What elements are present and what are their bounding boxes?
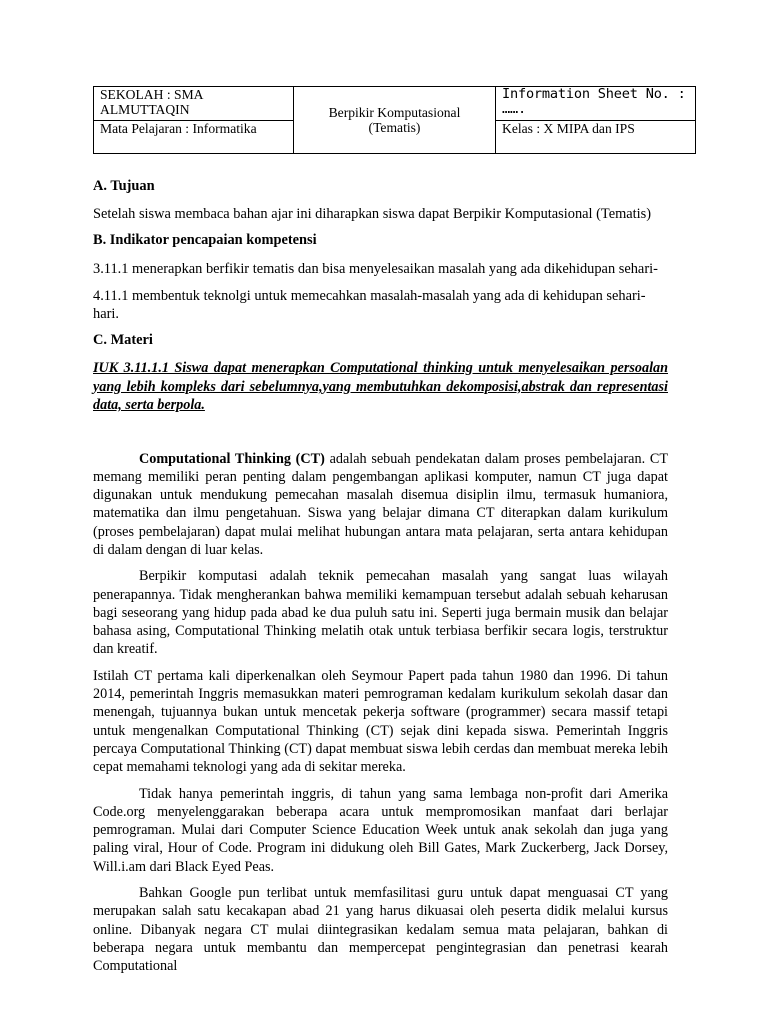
header-table: [93, 86, 696, 154]
paragraph-computational-thinking: Berpikir komputasi adalah teknik pemecahan masalah yang sangat luas wilayah penerapannya. Tidak mengherankan bahwa memiliki kemampuan tersebut adalah sebuah keharusan bagi seseorang yang hidup pada abad ke dua puluh satu ini. Seperti juga bermain musik dan belajar bahasa asing, Computational Thinking melatih otak untuk terbiasa berfikir secara logis, terstruktur dan kreatif.: [93, 568, 668, 658]
indicator-item-2: 4.11.1 membentuk teknolgi untuk memecahkan masalah-masalah yang ada di kehidupan sehari-hari.: [93, 288, 646, 322]
topic-title: Berpikir Komputasional: [328, 105, 461, 120]
paragraph-google: Bahkan Google pun terlibat untuk memfasilitasi guru untuk dapat menguasai CT yang merupakan salah satu kecakapan abad 21 yang harus dikuasai oleh peserta didik melalui kursus online. Dibanyak negara CT mulai diintegrasikan kedalam semua mata pelajaran, bahkan di beberapa negara untuk membantu dan mempercepat pengintegrasian dan penetrasi kearah Computational: [93, 885, 668, 975]
topic-cell: [294, 87, 496, 154]
paragraph-ct-definition: [93, 450, 668, 560]
section-a-heading: A. Tujuan: [93, 178, 155, 194]
ct-term: Computational Thinking (CT): [139, 450, 325, 467]
class-cell: Kelas : X MIPA dan IPS: [496, 121, 696, 154]
topic-subtitle: (Tematis): [368, 120, 421, 135]
info-sheet-cell: Information Sheet No. : …….: [496, 87, 696, 121]
iuk-statement: IUK 3.11.1.1 Siswa dapat menerapkan Computational thinking untuk menyelesaikan persoalan yang lebih kompleks dari sebelumnya,yang membutuhkan dekomposisi,abstrak dan representasi data, serta berpola.: [93, 360, 668, 413]
school-cell: SEKOLAH : SMA ALMUTTAQIN: [94, 87, 294, 121]
subject-cell: Mata Pelajaran : Informatika: [94, 121, 294, 154]
section-b-heading: B. Indikator pencapaian kompetensi: [93, 232, 317, 248]
ct-definition-text: adalah sebuah pendekatan dalam proses pembelajaran. CT memang memiliki peran penting dalam pengembangan aplikasi komputer, namun CT juga dapat digunakan untuk mendukung pemecahan masalah disemua disiplin ilmu, termasuk humaniora, matematika dan ilmu pengetahuan. Siswa yang belajar dimana CT diterapkan dalam kurikulum (proses pembelajaran) dapat mulai melihat hubungan antara mata pelajaran, serta antara kehidupan di dalam dengan di luar kelas.: [93, 450, 668, 558]
indicator-item-1: 3.11.1 menerapkan berfikir tematis dan bisa menyelesaikan masalah yang ada dikehidupan sehari-: [93, 261, 658, 277]
section-a-text: Setelah siswa membaca bahan ajar ini diharapkan siswa dapat Berpikir Komputasional (Tematis): [93, 206, 652, 222]
section-c-heading: C. Materi: [93, 332, 153, 348]
paragraph-code-org: Tidak hanya pemerintah inggris, di tahun yang sama lembaga non-profit dari Amerika Code.org menyelenggarakan beberapa acara untuk mempromosikan manfaat dari berlajar pemrograman. Mulai dari Computer Science Education Week untuk anak sekolah dan juga yang paling viral, Hour of Code. Program ini didukung oleh Bill Gates, Mark Zuckerberg, Jack Dorsey, Will.i.am dari Black Eyed Peas.: [93, 785, 668, 875]
paragraph-ct-history: Istilah CT pertama kali diperkenalkan oleh Seymour Papert pada tahun 1980 dan 1996. Di tahun 2014, pemerintah Inggris memasukkan materi pemrograman kedalam kurikulum sekolah dasar dan menengah, tujuannya bukan untuk mencetak pekerja software (programmer) secara massif tetapi untuk mengenalkan Computational Thinking (CT) sejak dini kepada siswa. Pemerintah Inggris percaya Computational Thinking (CT) dapat membuat siswa lebih cerdas dan membuat mereka lebih cepat memahami teknologi yang ada di sekitar mereka.: [93, 667, 668, 776]
document-content: [93, 178, 668, 976]
